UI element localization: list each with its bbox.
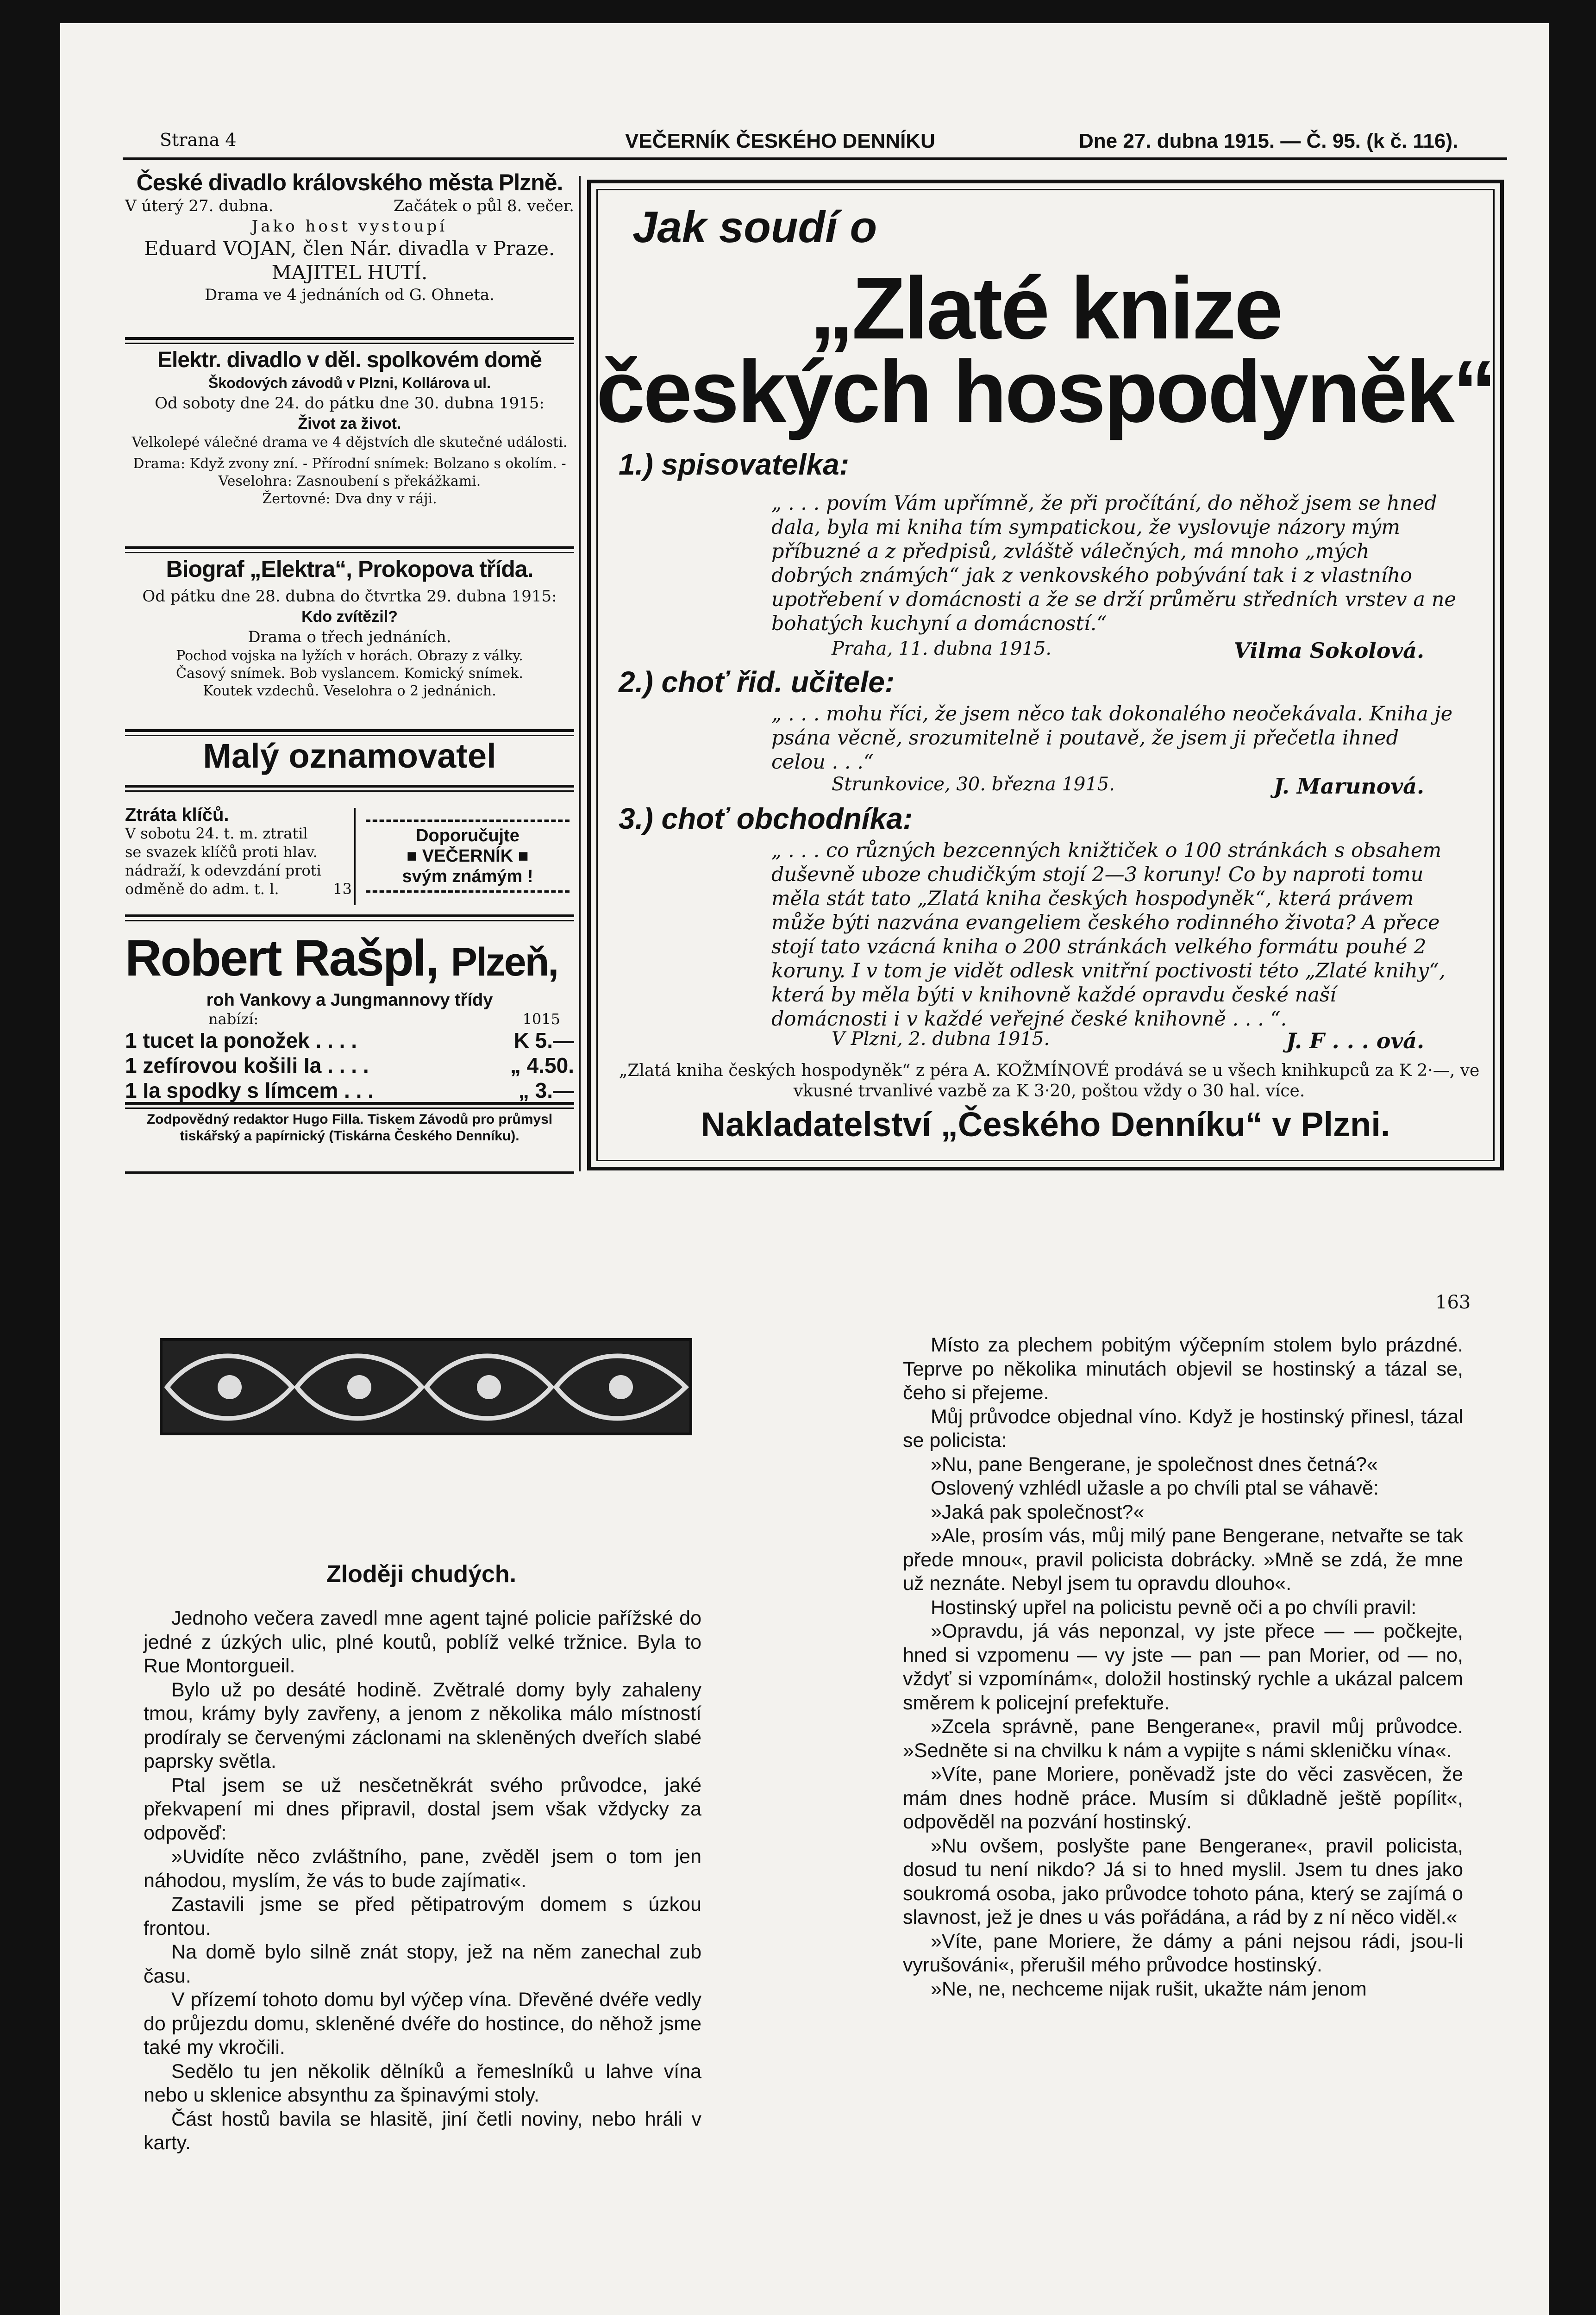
ornament-pattern-icon — [163, 1341, 690, 1433]
elektr-title: Elektr. divadlo v děl. spolkovém domě — [157, 348, 542, 372]
testimonial-2-text: „ . . . mohu říci, že jsem něco tak dokonalého neočekávala. Kniha je psána věcně, srozumitelně i poutavě, že jsem ji přečetla ihned celou . . .“ — [771, 702, 1453, 774]
lost-keys-title: Ztráta klíčů. — [125, 805, 229, 825]
story-paragraph: »Nu ovšem, poslyšte pane Bengerane«, pravil policista, dosud tu není nikdo? Já si to hned myslil. Jsem tu dnes jako soukromá osoba, jako průvodce tohoto pána, který se zajímá o slavnost, jež je dnes u vás pořádána, a rád by z ní něco viděl.« — [903, 1834, 1463, 1928]
recommend-line: Doporučujte — [416, 826, 519, 845]
story-paragraph: Bylo už po desáté hodině. Zvětralé domy byly zahaleny tmou, krámy byly zavřeny, a jenom z několika málo místností prodíraly se červenými záclonami na skleněných dveřích slabé paprsky světla. — [144, 1678, 701, 1772]
theatre-play: MAJITEL HUTÍ. — [271, 261, 428, 284]
ornament-banner — [160, 1338, 692, 1435]
raspl-name-row — [125, 931, 574, 990]
elektr-ad — [125, 347, 574, 508]
recommend-line: svým známým ! — [402, 867, 533, 886]
story-paragraph: Část hostů bavila se hlasitě, jiní četli noviny, nebo hráli v karty. — [144, 2108, 701, 2154]
story-paragraph: »Jaká pak společnost?« — [931, 1501, 1145, 1523]
divider — [125, 729, 574, 736]
biograf-title: Biograf „Elektra“, Prokopova třída. — [166, 556, 533, 582]
story-paragraph: Oslovený vzhlédl užasle a po chvíli ptal se váhavě: — [931, 1477, 1379, 1499]
sig-place: Praha, 11. dubna 1915. — [832, 638, 1052, 659]
lost-keys-last-row — [125, 880, 352, 898]
classifieds-title: Malý oznamovatel — [203, 737, 496, 775]
story-paragraph: Hostinský upřel na policistu pevně oči a po chvíli pravil: — [931, 1596, 1417, 1619]
testimonial-3-text: „ . . . co různých bezcenných knižtiček o 100 stránkách s obsahem duševně uboze chudičkým stojí 2—3 koruny! Co by naproti tomu měla stát tato „Zlatá kniha českých hospodyněk“, která právem může býti nazvána evangeliem českého rodinného života? A přece stojí tato vzácná kniha o 200 stránkách velkého formátu pouhé 2 koruny. I v tom je vidět odlesk vnitřní poctivosti této „Zlaté knihy“, která by měla býti v knihovně každé opravdu české naší domácnosti i v každé veřejné české knihovně . . . “. — [771, 839, 1446, 1031]
story-paragraph: »Víte, pane Moriere, že dámy a páni nejsou rádi, jsou-li vyrušováni«, přerušil mého průvodce hostinský. — [903, 1930, 1463, 1976]
bottom-rule — [125, 1171, 574, 1174]
advert-price-note: „Zlatá kniha českých hospodyněk“ z péra A. KOŽMÍNOVÉ prodává se u všech knihkupců za K 2·—, ve vkusné trvanlivé vazbě za K 3·20, poštou vždy o 30 hal. více. — [619, 1061, 1480, 1101]
biograf-ad — [125, 556, 574, 700]
book-page-number: 163 — [1435, 1292, 1471, 1313]
lost-keys-line: V sobotu 24. t. m. ztratil — [125, 825, 308, 842]
theatre-start: Začátek o půl 8. večer. — [393, 197, 574, 215]
elektr-film: Život za život. — [298, 415, 401, 432]
lost-keys-line: nádraží, k odevzdání proti — [125, 862, 321, 879]
price-item: 1 tucet Ia ponožek . . . . — [125, 1028, 357, 1052]
lost-keys-line: se svazek klíčů proti hlav. — [125, 843, 318, 861]
biograf-prog2: Časový snímek. Bob vyslancem. Komický snímek. — [176, 665, 523, 682]
story-paragraph: Sedělo tu jen několik dělníků a řemeslníků u lahve vína nebo u sklenice absynthu za špinavými stoly. — [144, 2060, 701, 2106]
testimonial-3-label: 3.) choť obchodníka: — [619, 802, 913, 835]
biograf-dates: Od pátku dne 28. dubna do čtvrtka 29. dubna 1915: — [142, 587, 557, 606]
story-paragraph: »Uvidíte něco zvláštního, pane, zvěděl jsem o tom jen náhodou, myslím, že vás to bude zajímati«. — [144, 1846, 701, 1892]
raspl-offer-row — [125, 1010, 574, 1028]
sig-place: Strunkovice, 30. března 1915. — [832, 774, 1115, 795]
story-title: Zloději chudých. — [326, 1561, 517, 1588]
imprint: Zodpovědný redaktor Hugo Filla. Tiskem Závodů pro průmysl tiskářský a papírnický (Tiskárna Českého Denníku). — [146, 1112, 553, 1144]
theatre-actor: Eduard VOJAN, člen Nár. divadla v Praze. — [144, 237, 555, 260]
sig-name: Vilma Sokolová. — [1233, 638, 1424, 663]
theatre-ad — [125, 169, 574, 305]
testimonial-1-text: „ . . . povím Vám upřímně, že při pročítání, do něhož jsem se hned dala, byla mi kniha tím sympatickou, že vyslovuje názory mým příbuzné a z předpisů, zvláště válečných, má mnoho „mých dobrých známých“ jak z venkovského pobývání tak i z vlastního upotřebení v domácnosti a že se drží průměru středních vrstev a ne bohatých kuchyní a domácností.“ — [771, 492, 1456, 635]
issue-date: Dne 27. dubna 1915. — Č. 95. (k č. 116). — [1079, 130, 1458, 152]
price-item: 1 zefírovou košili Ia . . . . — [125, 1053, 369, 1077]
price-row — [125, 1078, 574, 1103]
raspl-city: Plzeň, — [451, 940, 558, 984]
raspl-ad — [125, 931, 574, 1103]
raspl-code: 1015 — [522, 1010, 560, 1028]
advert-title-1: „Zlaté knize — [809, 259, 1282, 357]
story-right-column — [903, 1333, 1463, 2001]
story-paragraph: V přízemí tohoto domu byl výčep vína. Dřevěné dvéře vedly do průjezdu domu, skleněné dvéře do hostince, do něhož jsme také my vkročili. — [144, 1989, 701, 2058]
price-row — [125, 1053, 574, 1078]
lost-keys-code: 13 — [333, 880, 352, 898]
elektr-desc: Velkolepé válečné drama ve 4 dějstvích dle skutečné události. — [131, 434, 568, 450]
theatre-day: V úterý 27. dubna. — [125, 197, 274, 215]
story-paragraph: Místo za plechem pobitým výčepním stolem bylo prázdné. Teprve po několika minutách objevil se hostinský a tázal se, čeho si přejeme. — [903, 1334, 1463, 1404]
advert-heading: Jak soudí o — [632, 202, 877, 252]
raspl-name: Robert Rašpl, — [125, 930, 438, 987]
story-paragraph: »Víte, pane Moriere, poněvadž jste do věci zasvěcen, že mám dnes hodně práce. Musím si důkladně ještě popílit«, odpověděl na pozvání hostinský. — [903, 1763, 1463, 1833]
theatre-guest: Jako host vystoupí — [251, 217, 448, 236]
biograf-prog3: Koutek vzdechů. Veselohra o 2 jednánich. — [203, 683, 496, 699]
raspl-address: roh Vankovy a Jungmannovy třídy — [206, 990, 493, 1010]
story-paragraph: »Nu, pane Bengerane, je společnost dnes četná?« — [931, 1453, 1378, 1476]
testimonial-1-signature — [832, 638, 1424, 663]
recommend-line: ■ VEČERNÍK ■ — [407, 846, 529, 866]
advert-publisher: Nakladatelství „Českého Denníku“ v Plzni. — [701, 1105, 1390, 1144]
biograf-film: Kdo zvítězil? — [301, 608, 398, 626]
raspl-offer: nabízí: — [208, 1010, 259, 1028]
paper-name: VEČERNÍK ČESKÉHO DENNÍKU — [625, 130, 935, 152]
elektr-prog2: Žertovné: Dva dny v ráji. — [262, 491, 437, 507]
biograf-prog1: Pochod vojska na lyžích v horách. Obrazy z války. — [176, 648, 523, 664]
divider — [125, 914, 574, 921]
divider — [125, 785, 574, 792]
header-rule — [123, 157, 1507, 160]
page-number: Strana 4 — [160, 130, 237, 150]
sig-name: J. Marunová. — [1273, 774, 1424, 799]
book-advert — [587, 180, 1504, 1170]
price-value: „ 3.— — [518, 1078, 574, 1102]
advert-title-2: českých hospodyněk“ — [596, 343, 1495, 441]
story-paragraph: »Zcela správně, pane Bengerane«, pravil můj průvodce. »Sedněte si na chvilku k nám a vypijte s námi skleničku vína«. — [903, 1715, 1463, 1762]
column-divider — [579, 176, 581, 1171]
sig-place: V Plzni, 2. dubna 1915. — [832, 1028, 1050, 1050]
price-row — [125, 1028, 574, 1053]
story-paragraph: Jednoho večera zavedl mne agent tajné policie pařížské do jedné z úzkých ulic, plné koutů, poblíž velké tržnice. Byla to Rue Montorgueil. — [144, 1607, 701, 1677]
sig-name: J. F . . . ová. — [1286, 1028, 1424, 1053]
story-paragraph: »Ne, ne, nechceme nijak rušit, ukažte nám jenom — [931, 1977, 1367, 2000]
elektr-sub: Škodových závodů v Plzni, Kollárova ul. — [208, 375, 491, 391]
testimonial-2-label: 2.) choť řid. učitele: — [619, 665, 895, 699]
lost-keys-line: odměně do adm. t. l. — [125, 880, 279, 898]
elektr-prog1: Drama: Když zvony zní. - Přírodní snímek: Bolzano s okolím. - Veselohra: Zasnoubení s překážkami. — [133, 456, 566, 489]
theatre-time-row — [125, 196, 574, 216]
divider — [125, 546, 574, 553]
story-paragraph: »Ale, prosím vás, můj milý pane Bengerane, netvařte se tak přede mnou«, pravil policista dobrácky. »Mně se zdá, že mne už neznáte. Nebyl jsem tu opravdu dlouho«. — [903, 1525, 1463, 1595]
price-value: „ 4.50. — [510, 1053, 574, 1077]
testimonial-2-signature — [832, 774, 1424, 799]
divider — [125, 1102, 574, 1109]
story-paragraph: Můj průvodce objednal víno. Když je hostinský přinesl, tázal se policista: — [903, 1405, 1463, 1452]
price-item: 1 Ia spodky s límcem . . . — [125, 1078, 374, 1102]
story-paragraph: »Opravdu, já vás neponzal, vy jste přece — — počkejte, hned si vzpomenu — vy jste — pan — pan Morier, od — no, vždyť si vzpomínám«, doložil hostinský rychle a ukázal palcem směrem k policejní prefektuře. — [903, 1620, 1463, 1714]
classified-divider — [354, 808, 356, 905]
story-paragraph: Na domě bylo silně znát stopy, jež na něm zanechal zub času. — [144, 1941, 701, 1987]
recommend-box — [366, 820, 570, 893]
testimonial-1-label: 1.) spisovatelka: — [619, 448, 849, 481]
biograf-genre: Drama o třech jednáních. — [248, 628, 451, 646]
story-left-column — [144, 1607, 701, 2155]
price-value: K 5.— — [513, 1028, 574, 1052]
story-paragraph: Ptal jsem se už nesčetněkrát svého průvodce, jaké překvapení mi dnes připravil, dostal jsem však vždycky za odpověď: — [144, 1774, 701, 1844]
lost-keys-ad — [125, 806, 352, 898]
divider — [125, 337, 574, 344]
theatre-genre: Drama ve 4 jednáních od G. Ohneta. — [205, 286, 494, 304]
theatre-title: České divadlo královského města Plzně. — [136, 169, 563, 195]
testimonial-3-signature — [832, 1028, 1424, 1053]
elektr-dates: Od soboty dne 24. do pátku dne 30. dubna 1915: — [155, 394, 545, 413]
story-paragraph: Zastavili jsme se před pětipatrovým domem s úzkou frontou. — [144, 1893, 701, 1940]
